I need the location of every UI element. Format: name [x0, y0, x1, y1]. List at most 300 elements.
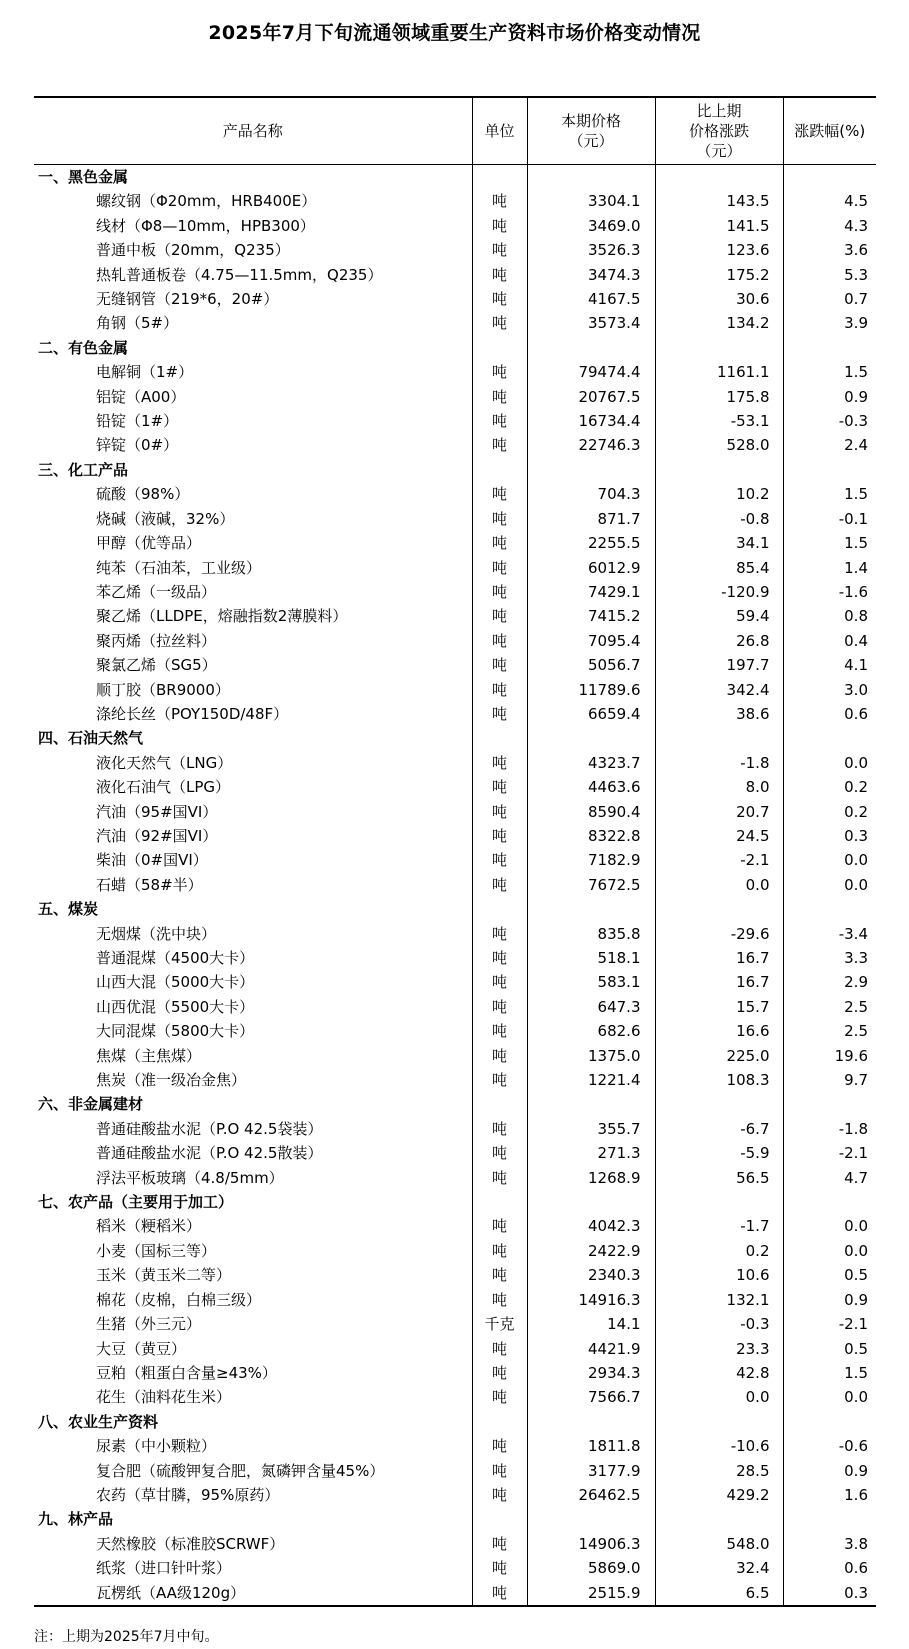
product-name-cell: 汽油（95#国VI） — [96, 802, 218, 821]
empty-cell — [527, 897, 655, 921]
product-name-cell: 苯乙烯（一级品） — [96, 582, 217, 601]
table-row — [34, 970, 876, 994]
change-percent-cell: 0.7 — [783, 287, 876, 311]
table-row — [34, 531, 876, 555]
change-percent-cell: -2.1 — [783, 1141, 876, 1165]
unit-cell: 吨 — [472, 482, 527, 506]
price-change-cell: 141.5 — [655, 214, 783, 238]
empty-cell — [527, 726, 655, 750]
change-percent-cell: -2.1 — [783, 1312, 876, 1336]
unit-cell: 吨 — [472, 775, 527, 799]
table-row — [34, 1239, 876, 1263]
empty-cell — [783, 1092, 876, 1116]
empty-cell — [472, 458, 527, 482]
price-change-cell: 24.5 — [655, 824, 783, 848]
table-row — [34, 1214, 876, 1238]
unit-cell: 吨 — [472, 1019, 527, 1043]
unit-cell: 吨 — [472, 311, 527, 335]
product-name-cell: 热轧普通板卷（4.75—11.5mm，Q235） — [96, 265, 383, 284]
price-change-cell: -120.9 — [655, 580, 783, 604]
current-price-cell: 8322.8 — [527, 824, 655, 848]
empty-cell — [655, 458, 783, 482]
change-percent-cell: 2.9 — [783, 970, 876, 994]
product-name-cell: 铝锭（A00） — [96, 387, 186, 406]
table-row — [34, 751, 876, 775]
price-change-cell: 42.8 — [655, 1361, 783, 1385]
table-row — [34, 922, 876, 946]
change-percent-cell: 2.5 — [783, 995, 876, 1019]
unit-cell: 吨 — [472, 702, 527, 726]
price-change-cell: 225.0 — [655, 1044, 783, 1068]
empty-cell — [472, 897, 527, 921]
change-percent-cell: 1.5 — [783, 482, 876, 506]
current-price-cell: 7566.7 — [527, 1385, 655, 1409]
change-percent-cell: 0.0 — [783, 1385, 876, 1409]
change-percent-cell: 0.9 — [783, 385, 876, 409]
price-change-cell: 1161.1 — [655, 360, 783, 384]
table-row — [34, 1117, 876, 1141]
category-name: 五、煤炭 — [38, 900, 99, 919]
product-name-cell: 螺纹钢（Φ20mm，HRB400E） — [96, 192, 317, 211]
product-name-cell: 豆粕（粗蛋白含量≥43%） — [96, 1363, 277, 1382]
category-row — [34, 458, 876, 482]
table-row — [34, 800, 876, 824]
product-name-cell: 聚乙烯（LLDPE，熔融指数2薄膜料） — [96, 607, 348, 626]
empty-cell — [783, 897, 876, 921]
empty-cell — [655, 726, 783, 750]
table-row — [34, 1361, 876, 1385]
empty-cell — [472, 336, 527, 360]
table-body — [34, 165, 876, 1606]
current-price-cell: 3474.3 — [527, 263, 655, 287]
table-row — [34, 385, 876, 409]
change-percent-cell: 0.0 — [783, 848, 876, 872]
price-change-cell: 32.4 — [655, 1556, 783, 1580]
price-change-cell: 123.6 — [655, 238, 783, 262]
price-change-cell: -29.6 — [655, 922, 783, 946]
price-change-cell: -0.8 — [655, 507, 783, 531]
empty-cell — [472, 726, 527, 750]
unit-cell: 吨 — [472, 946, 527, 970]
change-percent-cell: 3.9 — [783, 311, 876, 335]
price-change-cell: 0.0 — [655, 1385, 783, 1409]
current-price-cell: 6012.9 — [527, 556, 655, 580]
price-change-cell: 197.7 — [655, 653, 783, 677]
unit-cell: 吨 — [472, 238, 527, 262]
category-name: 二、有色金属 — [38, 338, 129, 357]
current-price-cell: 4167.5 — [527, 287, 655, 311]
product-name-cell: 线材（Φ8—10mm，HPB300） — [96, 216, 315, 235]
product-name-cell: 纸浆（进口针叶浆） — [96, 1559, 232, 1578]
table-row — [34, 1044, 876, 1068]
current-price-cell: 3304.1 — [527, 189, 655, 213]
price-change-cell: 56.5 — [655, 1166, 783, 1190]
price-change-cell: 16.7 — [655, 970, 783, 994]
price-change-cell: 175.8 — [655, 385, 783, 409]
category-row — [34, 1507, 876, 1531]
table-row — [34, 263, 876, 287]
unit-cell: 吨 — [472, 214, 527, 238]
change-percent-cell: 19.6 — [783, 1044, 876, 1068]
product-name-cell: 普通硅酸盐水泥（P.O 42.5散装） — [96, 1144, 323, 1163]
current-price-cell: 3177.9 — [527, 1459, 655, 1483]
current-price-cell: 1268.9 — [527, 1166, 655, 1190]
price-table — [34, 96, 876, 1607]
current-price-cell: 6659.4 — [527, 702, 655, 726]
unit-cell: 吨 — [472, 1117, 527, 1141]
change-percent-cell: 5.3 — [783, 263, 876, 287]
product-name-cell: 无缝钢管（219*6，20#） — [96, 290, 279, 309]
change-percent-cell: 4.5 — [783, 189, 876, 213]
change-percent-cell: 2.5 — [783, 1019, 876, 1043]
current-price-cell: 682.6 — [527, 1019, 655, 1043]
current-price-cell: 1811.8 — [527, 1434, 655, 1458]
change-percent-cell: 0.0 — [783, 1239, 876, 1263]
category-row — [34, 897, 876, 921]
table-row — [34, 873, 876, 897]
table-row — [34, 1141, 876, 1165]
product-name-cell: 聚氯乙烯（SG5） — [96, 656, 217, 675]
product-name-cell: 液化石油气（LPG） — [96, 778, 231, 797]
unit-cell: 吨 — [472, 531, 527, 555]
unit-cell: 吨 — [472, 922, 527, 946]
price-change-cell: 134.2 — [655, 311, 783, 335]
price-change-cell: -1.7 — [655, 1214, 783, 1238]
category-name: 九、林产品 — [38, 1510, 114, 1529]
price-change-cell: 85.4 — [655, 556, 783, 580]
unit-cell: 吨 — [472, 507, 527, 531]
product-name-cell: 稻米（粳稻米） — [96, 1217, 202, 1236]
product-name-cell: 普通硅酸盐水泥（P.O 42.5袋装） — [96, 1119, 323, 1138]
unit-cell: 吨 — [472, 263, 527, 287]
empty-cell — [783, 336, 876, 360]
unit-cell: 吨 — [472, 604, 527, 628]
price-change-cell: 15.7 — [655, 995, 783, 1019]
table-row — [34, 1263, 876, 1287]
table-row — [34, 995, 876, 1019]
price-change-cell: 30.6 — [655, 287, 783, 311]
current-price-cell: 7672.5 — [527, 873, 655, 897]
table-row — [34, 629, 876, 653]
current-price-cell: 704.3 — [527, 482, 655, 506]
unit-cell: 吨 — [472, 678, 527, 702]
product-name-cell: 农药（草甘膦，95%原药） — [96, 1485, 280, 1504]
empty-cell — [472, 1410, 527, 1434]
product-name-cell: 甲醇（优等品） — [96, 534, 202, 553]
table-row — [34, 1337, 876, 1361]
unit-cell: 吨 — [472, 385, 527, 409]
current-price-cell: 1375.0 — [527, 1044, 655, 1068]
unit-cell: 吨 — [472, 800, 527, 824]
page-title: 2025年7月下旬流通领域重要生产资料市场价格变动情况 — [208, 22, 701, 44]
price-change-cell: 132.1 — [655, 1288, 783, 1312]
unit-cell: 吨 — [472, 1532, 527, 1556]
change-percent-cell: 3.0 — [783, 678, 876, 702]
change-percent-cell: 3.6 — [783, 238, 876, 262]
table-row — [34, 775, 876, 799]
table-row — [34, 653, 876, 677]
change-percent-cell: 2.4 — [783, 433, 876, 457]
product-name-cell: 尿素（中小颗粒） — [96, 1437, 217, 1456]
current-price-cell: 2255.5 — [527, 531, 655, 555]
unit-cell: 吨 — [472, 189, 527, 213]
product-name-cell: 普通混煤（4500大卡） — [96, 949, 255, 967]
empty-cell — [472, 1092, 527, 1116]
unit-cell: 吨 — [472, 1214, 527, 1238]
current-price-cell: 7429.1 — [527, 580, 655, 604]
table-row — [34, 1166, 876, 1190]
category-row — [34, 726, 876, 750]
change-percent-cell: 9.7 — [783, 1068, 876, 1092]
price-change-cell: 429.2 — [655, 1483, 783, 1507]
category-name: 七、农产品（主要用于加工） — [38, 1193, 234, 1212]
change-percent-cell: 0.3 — [783, 1581, 876, 1606]
empty-cell — [783, 1410, 876, 1434]
current-price-cell: 7095.4 — [527, 629, 655, 653]
table-header — [34, 97, 876, 165]
price-change-cell: 26.8 — [655, 629, 783, 653]
table-row — [34, 1459, 876, 1483]
table-row — [34, 1532, 876, 1556]
unit-cell: 吨 — [472, 1288, 527, 1312]
product-name-cell: 普通中板（20mm，Q235） — [96, 241, 290, 260]
change-percent-cell: 1.5 — [783, 1361, 876, 1385]
current-price-cell: 4042.3 — [527, 1214, 655, 1238]
header-product-name: 产品名称 — [34, 97, 472, 165]
unit-cell: 吨 — [472, 556, 527, 580]
product-name-cell: 硫酸（98%） — [96, 485, 190, 504]
change-percent-cell: 1.4 — [783, 556, 876, 580]
current-price-cell: 79474.4 — [527, 360, 655, 384]
empty-cell — [655, 336, 783, 360]
current-price-cell: 2340.3 — [527, 1263, 655, 1287]
change-percent-cell: 3.3 — [783, 946, 876, 970]
product-name-cell: 涤纶长丝（POY150D/48F） — [96, 704, 289, 723]
empty-cell — [655, 1190, 783, 1214]
current-price-cell: 871.7 — [527, 507, 655, 531]
price-change-cell: 34.1 — [655, 531, 783, 555]
price-change-cell: 59.4 — [655, 604, 783, 628]
header-change-percent: 涨跌幅(%) — [783, 97, 876, 165]
product-name-cell: 焦煤（主焦煤） — [96, 1046, 202, 1065]
change-percent-cell: 1.6 — [783, 1483, 876, 1507]
price-change-cell: -53.1 — [655, 409, 783, 433]
category-row — [34, 1092, 876, 1116]
empty-cell — [527, 1092, 655, 1116]
product-name-cell: 复合肥（硫酸钾复合肥，氮磷钾含量45%） — [96, 1461, 385, 1480]
product-name-cell: 柴油（0#国VI） — [96, 851, 208, 870]
table-row — [34, 360, 876, 384]
price-change-cell: 8.0 — [655, 775, 783, 799]
current-price-cell: 518.1 — [527, 946, 655, 970]
product-name-cell: 铅锭（1#） — [96, 412, 179, 431]
unit-cell: 吨 — [472, 1385, 527, 1409]
product-name-cell: 天然橡胶（标准胶SCRWF） — [96, 1534, 285, 1553]
product-name-cell: 大同混煤（5800大卡） — [96, 1022, 255, 1041]
unit-cell: 吨 — [472, 873, 527, 897]
category-row — [34, 336, 876, 360]
header-price-change: 比上期 价格涨跌 （元） — [655, 97, 783, 165]
change-percent-cell: 0.6 — [783, 702, 876, 726]
price-change-cell: 143.5 — [655, 189, 783, 213]
current-price-cell: 5056.7 — [527, 653, 655, 677]
category-row — [34, 165, 876, 190]
product-name-cell: 山西优混（5500大卡） — [96, 997, 255, 1016]
current-price-cell: 14906.3 — [527, 1532, 655, 1556]
change-percent-cell: 1.5 — [783, 360, 876, 384]
product-name-cell: 焦炭（准一级冶金焦） — [96, 1071, 247, 1090]
empty-cell — [655, 1410, 783, 1434]
current-price-cell: 11789.6 — [527, 678, 655, 702]
change-percent-cell: 0.9 — [783, 1288, 876, 1312]
current-price-cell: 583.1 — [527, 970, 655, 994]
change-percent-cell: -0.3 — [783, 409, 876, 433]
category-row — [34, 1410, 876, 1434]
current-price-cell: 3573.4 — [527, 311, 655, 335]
category-name: 八、农业生产资料 — [38, 1412, 159, 1431]
product-name-cell: 生猪（外三元） — [96, 1315, 202, 1334]
unit-cell: 吨 — [472, 1483, 527, 1507]
unit-cell: 吨 — [472, 848, 527, 872]
change-percent-cell: 0.4 — [783, 629, 876, 653]
unit-cell: 吨 — [472, 1141, 527, 1165]
unit-cell: 吨 — [472, 1239, 527, 1263]
unit-cell: 吨 — [472, 751, 527, 775]
price-change-cell: 6.5 — [655, 1581, 783, 1606]
category-name: 四、石油天然气 — [38, 729, 144, 748]
change-percent-cell: 0.0 — [783, 751, 876, 775]
change-percent-cell: -0.1 — [783, 507, 876, 531]
empty-cell — [472, 165, 527, 190]
change-percent-cell: 0.8 — [783, 604, 876, 628]
change-percent-cell: 0.5 — [783, 1263, 876, 1287]
price-change-cell: 38.6 — [655, 702, 783, 726]
current-price-cell: 835.8 — [527, 922, 655, 946]
unit-cell: 吨 — [472, 409, 527, 433]
unit-cell: 吨 — [472, 995, 527, 1019]
change-percent-cell: -0.6 — [783, 1434, 876, 1458]
change-percent-cell: 0.9 — [783, 1459, 876, 1483]
change-percent-cell: 1.5 — [783, 531, 876, 555]
category-row — [34, 1190, 876, 1214]
unit-cell: 吨 — [472, 1459, 527, 1483]
unit-cell: 吨 — [472, 1044, 527, 1068]
change-percent-cell: 0.3 — [783, 824, 876, 848]
empty-cell — [655, 897, 783, 921]
current-price-cell: 20767.5 — [527, 385, 655, 409]
change-percent-cell: -1.6 — [783, 580, 876, 604]
price-change-cell: 16.6 — [655, 1019, 783, 1043]
price-change-cell: 548.0 — [655, 1532, 783, 1556]
change-percent-cell: 4.7 — [783, 1166, 876, 1190]
change-percent-cell: 0.2 — [783, 775, 876, 799]
footnote: 注：上期为2025年7月中旬。 — [34, 1629, 219, 1645]
table-row — [34, 1434, 876, 1458]
current-price-cell: 1221.4 — [527, 1068, 655, 1092]
unit-cell: 吨 — [472, 1068, 527, 1092]
price-change-cell: 342.4 — [655, 678, 783, 702]
header-unit: 单位 — [472, 97, 527, 165]
price-change-cell: -1.8 — [655, 751, 783, 775]
change-percent-cell: 0.0 — [783, 1214, 876, 1238]
unit-cell: 吨 — [472, 824, 527, 848]
price-change-cell: 108.3 — [655, 1068, 783, 1092]
table-row — [34, 433, 876, 457]
table-row — [34, 604, 876, 628]
unit-cell: 吨 — [472, 1361, 527, 1385]
unit-cell: 吨 — [472, 287, 527, 311]
product-name-cell: 玉米（黄玉米二等） — [96, 1266, 232, 1285]
price-change-cell: 10.6 — [655, 1263, 783, 1287]
price-change-cell: 0.2 — [655, 1239, 783, 1263]
table-row — [34, 214, 876, 238]
product-name-cell: 液化天然气（LNG） — [96, 753, 233, 772]
empty-cell — [527, 1507, 655, 1531]
product-name-cell: 锌锭（0#） — [96, 436, 179, 455]
current-price-cell: 2934.3 — [527, 1361, 655, 1385]
product-name-cell: 角钢（5#） — [96, 314, 179, 333]
product-name-cell: 汽油（92#国VI） — [96, 826, 218, 845]
price-change-cell: 23.3 — [655, 1337, 783, 1361]
empty-cell — [655, 165, 783, 190]
current-price-cell: 3526.3 — [527, 238, 655, 262]
price-change-cell: 10.2 — [655, 482, 783, 506]
unit-cell: 吨 — [472, 433, 527, 457]
table-row — [34, 238, 876, 262]
empty-cell — [783, 1507, 876, 1531]
unit-cell: 吨 — [472, 1434, 527, 1458]
empty-cell — [655, 1092, 783, 1116]
header-current-price: 本期价格 （元） — [527, 97, 655, 165]
table-row — [34, 580, 876, 604]
empty-cell — [527, 336, 655, 360]
product-name-cell: 花生（油料花生米） — [96, 1388, 232, 1407]
price-change-cell: 20.7 — [655, 800, 783, 824]
table-row — [34, 1288, 876, 1312]
unit-cell: 吨 — [472, 1556, 527, 1580]
change-percent-cell: 0.5 — [783, 1337, 876, 1361]
unit-cell: 吨 — [472, 653, 527, 677]
unit-cell: 千克 — [472, 1312, 527, 1336]
product-name-cell: 大豆（黄豆） — [96, 1339, 187, 1358]
unit-cell: 吨 — [472, 1337, 527, 1361]
table-row — [34, 1019, 876, 1043]
price-change-cell: -5.9 — [655, 1141, 783, 1165]
category-name: 六、非金属建材 — [38, 1095, 144, 1114]
price-change-cell: 0.0 — [655, 873, 783, 897]
table-row — [34, 189, 876, 213]
product-name-cell: 小麦（国标三等） — [96, 1241, 217, 1260]
empty-cell — [783, 165, 876, 190]
change-percent-cell: 3.8 — [783, 1532, 876, 1556]
unit-cell: 吨 — [472, 629, 527, 653]
empty-cell — [472, 1190, 527, 1214]
current-price-cell: 2515.9 — [527, 1581, 655, 1606]
category-name: 一、黑色金属 — [38, 168, 129, 186]
unit-cell: 吨 — [472, 1263, 527, 1287]
unit-cell: 吨 — [472, 360, 527, 384]
product-name-cell: 棉花（皮棉，白棉三级） — [96, 1290, 262, 1309]
product-name-cell: 石蜡（58#半） — [96, 875, 203, 894]
empty-cell — [527, 1410, 655, 1434]
unit-cell: 吨 — [472, 580, 527, 604]
change-percent-cell: 4.1 — [783, 653, 876, 677]
product-name-cell: 山西大混（5000大卡） — [96, 973, 255, 992]
table-row — [34, 507, 876, 531]
current-price-cell: 4323.7 — [527, 751, 655, 775]
table-row — [34, 1556, 876, 1580]
price-change-cell: -10.6 — [655, 1434, 783, 1458]
